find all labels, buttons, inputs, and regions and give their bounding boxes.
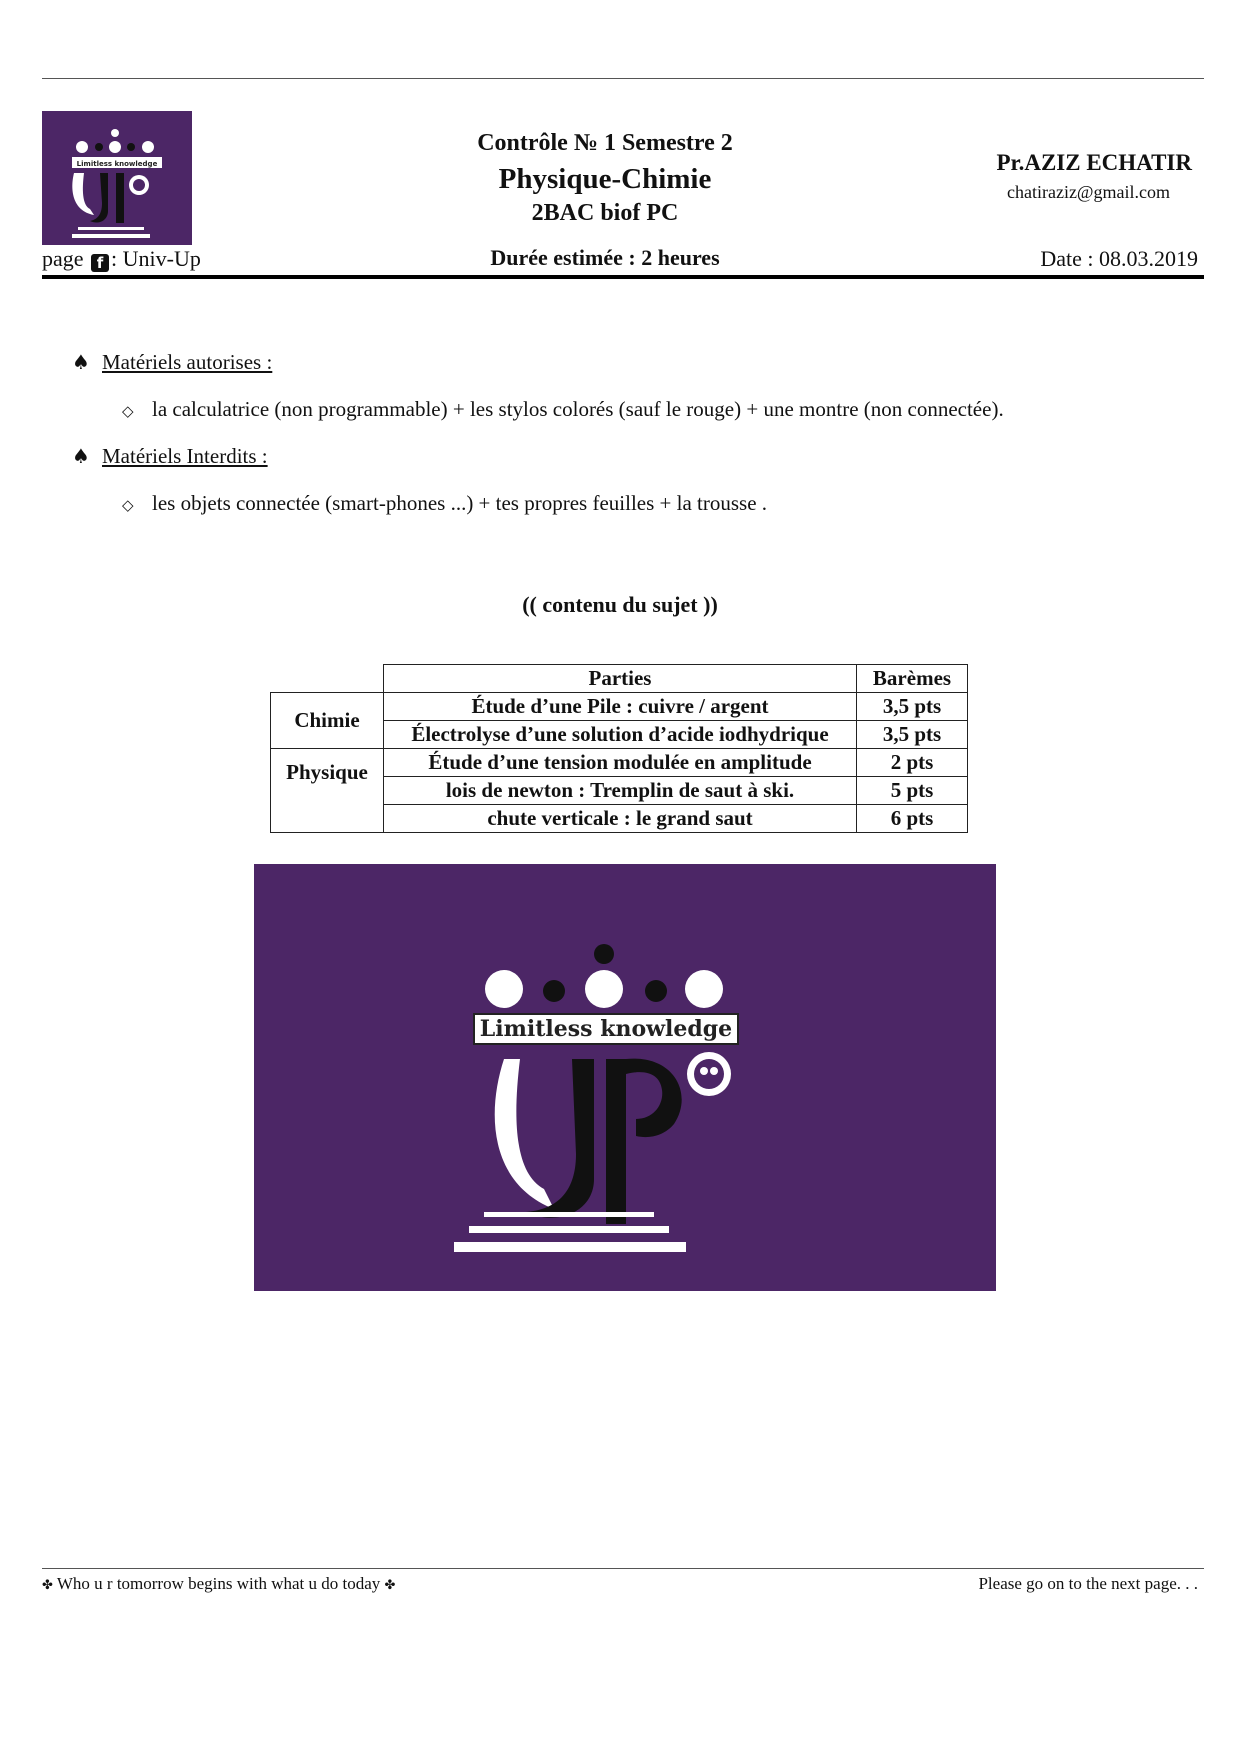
points-cell: 3,5 pts: [857, 721, 968, 749]
exam-date: Date : 08.03.2019: [1040, 246, 1198, 271]
author-name: Pr.AZIZ ECHATIR: [996, 150, 1192, 175]
footer-rule: [42, 1568, 1204, 1569]
exam-title: Contrôle № 1 Semestre 2: [477, 130, 733, 156]
table-row: [271, 693, 968, 721]
points-cell: 6 pts: [857, 805, 968, 833]
class-level: 2BAC biof PC: [531, 200, 679, 226]
table-row: [271, 749, 968, 777]
points-cell: 3,5 pts: [857, 693, 968, 721]
top-rule: [42, 78, 1204, 79]
points-cell: 2 pts: [857, 749, 968, 777]
points-cell: 5 pts: [857, 777, 968, 805]
part-cell: Étude d’une Pile : cuivre / argent: [384, 693, 857, 721]
category-cell: Physique: [271, 749, 384, 833]
svg-text:Limitless knowledge: Limitless knowledge: [76, 160, 158, 168]
part-cell: Étude d’une tension modulée en amplitude: [384, 749, 857, 777]
univ-up-logo-large: [254, 864, 996, 1291]
part-cell: lois de newton : Tremplin de saut à ski.: [384, 777, 857, 805]
header-rule: [42, 275, 1204, 279]
category-cell: Chimie: [271, 693, 384, 749]
duration: Durée estimée : 2 heures: [490, 245, 720, 270]
grading-table: [270, 664, 968, 833]
facebook-icon: f: [91, 254, 109, 272]
table-header-row: [271, 665, 968, 693]
column-header-points: Barèmes: [857, 665, 968, 693]
clover-icon: ✤: [384, 1578, 396, 1593]
clover-icon: ✤: [42, 1578, 53, 1593]
part-cell: chute verticale : le grand saut: [384, 805, 857, 833]
footer-next-page: Please go on to the next page. . .: [978, 1574, 1198, 1593]
diamond-icon: ◇: [122, 402, 134, 420]
footer-motto: ✤ Who u r tomorrow begins with what u do today ✤: [42, 1574, 396, 1593]
content-heading: (( contenu du sujet )): [522, 592, 718, 617]
spade-icon: ♠: [72, 444, 90, 468]
facebook-page-label: page f : Univ-Up: [42, 246, 201, 272]
part-cell: Électrolyse d’une solution d’acide iodhydrique: [384, 721, 857, 749]
svg-text:Limitless knowledge: Limitless knowledge: [479, 1016, 733, 1042]
allowed-materials-heading: ♠ Matériels autorises :: [72, 350, 273, 374]
spade-icon: ♠: [72, 350, 90, 374]
column-header-parts: Parties: [384, 665, 857, 693]
forbidden-materials-item: ◇ les objets connectée (smart-phones ...) + tes propres feuilles + la trousse .: [122, 491, 768, 515]
forbidden-materials-heading: ♠ Matériels Interdits :: [72, 444, 268, 468]
allowed-materials-item: ◇ la calculatrice (non programmable) + les stylos colorés (sauf le rouge) + une montre (non connectée).: [122, 397, 1004, 421]
univ-up-logo-small: [42, 111, 192, 245]
subject-title: Physique-Chimie: [498, 163, 712, 195]
diamond-icon: ◇: [122, 496, 134, 514]
author-email: chatiraziz@gmail.com: [1006, 182, 1170, 202]
